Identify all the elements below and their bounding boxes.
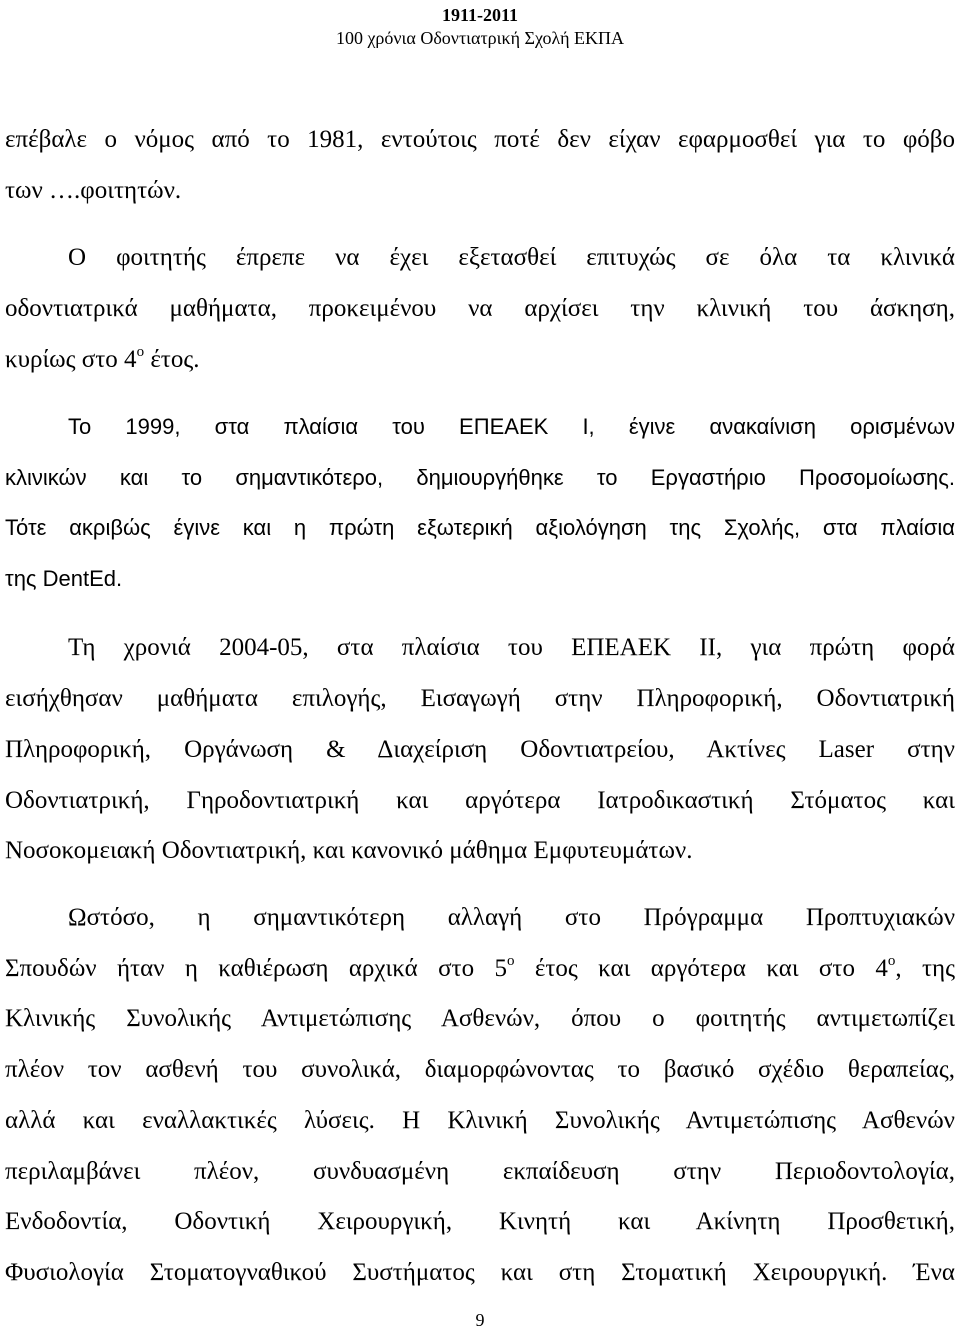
text-span: έτος. bbox=[144, 346, 200, 373]
text-line: Ο φοιτητής έπρεπε να έχει εξετασθεί επιτυχώς σε όλα τα κλινικά bbox=[68, 244, 955, 271]
text-line: αλλά και εναλλακτικές λύσεις. Η Κλινική Συνολικής Αντιμετώπισης Ασθενών bbox=[5, 1107, 955, 1134]
text-line: Ωστόσο, η σημαντικότερη αλλαγή στο Πρόγραμμα Προπτυχιακών bbox=[68, 904, 955, 931]
text-line: Πληροφορική, Οργάνωση & Διαχείριση Οδοντιατρείου, Ακτίνες Laser στην bbox=[5, 736, 955, 763]
text-line: των ….φοιτητών. bbox=[5, 177, 182, 204]
text-line: Τότε ακριβώς έγινε και η πρώτη εξωτερική αξιολόγηση της Σχολής, στα πλαίσια bbox=[5, 515, 955, 540]
text-line bbox=[5, 954, 955, 984]
text-span: , της bbox=[895, 955, 955, 982]
text-line bbox=[5, 345, 955, 375]
text-line: επέβαλε ο νόμος από το 1981, εντούτοις ποτέ δεν είχαν εφαρμοσθεί για το φόβο bbox=[5, 126, 955, 153]
text-line: κλινικών και το σημαντικότερο, δημιουργήθηκε το Εργαστήριο Προσομοίωσης. bbox=[5, 465, 955, 490]
text-span: κυρίως στο 4 bbox=[5, 346, 137, 373]
superscript: ο bbox=[887, 952, 896, 969]
text-line: εισήχθησαν μαθήματα επιλογής, Εισαγωγή στην Πληροφορική, Οδοντιατρική bbox=[5, 685, 955, 712]
text-line: Νοσοκομειακή Οδοντιατρική, και κανονικό μάθημα Εμφυτευμάτων. bbox=[5, 837, 693, 864]
text-span: Σπουδών ήταν η καθιέρωση αρχικά στο 5 bbox=[5, 955, 507, 982]
text-line: πλέον τον ασθενή του συνολικά, διαμορφώνοντας το βασικό σχέδιο θεραπείας, bbox=[5, 1056, 955, 1083]
text-span: έτος και αργότερα και στο 4 bbox=[514, 955, 888, 982]
text-line: της DentEd. bbox=[5, 566, 123, 591]
text-line: Ενδοδοντία, Οδοντική Χειρουργική, Κινητή και Ακίνητη Προσθετική, bbox=[5, 1208, 955, 1235]
text-line: οδοντιατρικά μαθήματα, προκειμένου να αρχίσει την κλινική του άσκηση, bbox=[5, 295, 955, 322]
text-line: Το 1999, στα πλαίσια του ΕΠΕΑΕΚ Ι, έγινε ανακαίνιση ορισμένων bbox=[68, 414, 955, 439]
text-line: Φυσιολογία Στοματογναθικού Συστήματος και στη Στοματική Χειρουργική. Ένα bbox=[5, 1259, 955, 1286]
page-number: 9 bbox=[475, 1310, 485, 1330]
superscript: ο bbox=[136, 343, 145, 360]
superscript: ο bbox=[506, 952, 515, 969]
page-header bbox=[0, 4, 960, 50]
header-year-range: 1911-2011 bbox=[441, 5, 518, 25]
text-line: Κλινικής Συνολικής Αντιμετώπισης Ασθενών, όπου ο φοιτητής αντιμετωπίζει bbox=[5, 1005, 955, 1032]
text-line: περιλαμβάνει πλέον, συνδυασμένη εκπαίδευση στην Περιοδοντολογία, bbox=[5, 1158, 955, 1185]
header-subtitle: 100 χρόνια Οδοντιατρική Σχολή ΕΚΠΑ bbox=[335, 28, 625, 48]
text-line: Τη χρονιά 2004-05, στα πλαίσια του ΕΠΕΑΕΚ ΙΙ, για πρώτη φορά bbox=[68, 634, 955, 661]
text-line: Οδοντιατρική, Γηροδοντιατρική και αργότερα Ιατροδικαστική Στόματος και bbox=[5, 787, 955, 814]
